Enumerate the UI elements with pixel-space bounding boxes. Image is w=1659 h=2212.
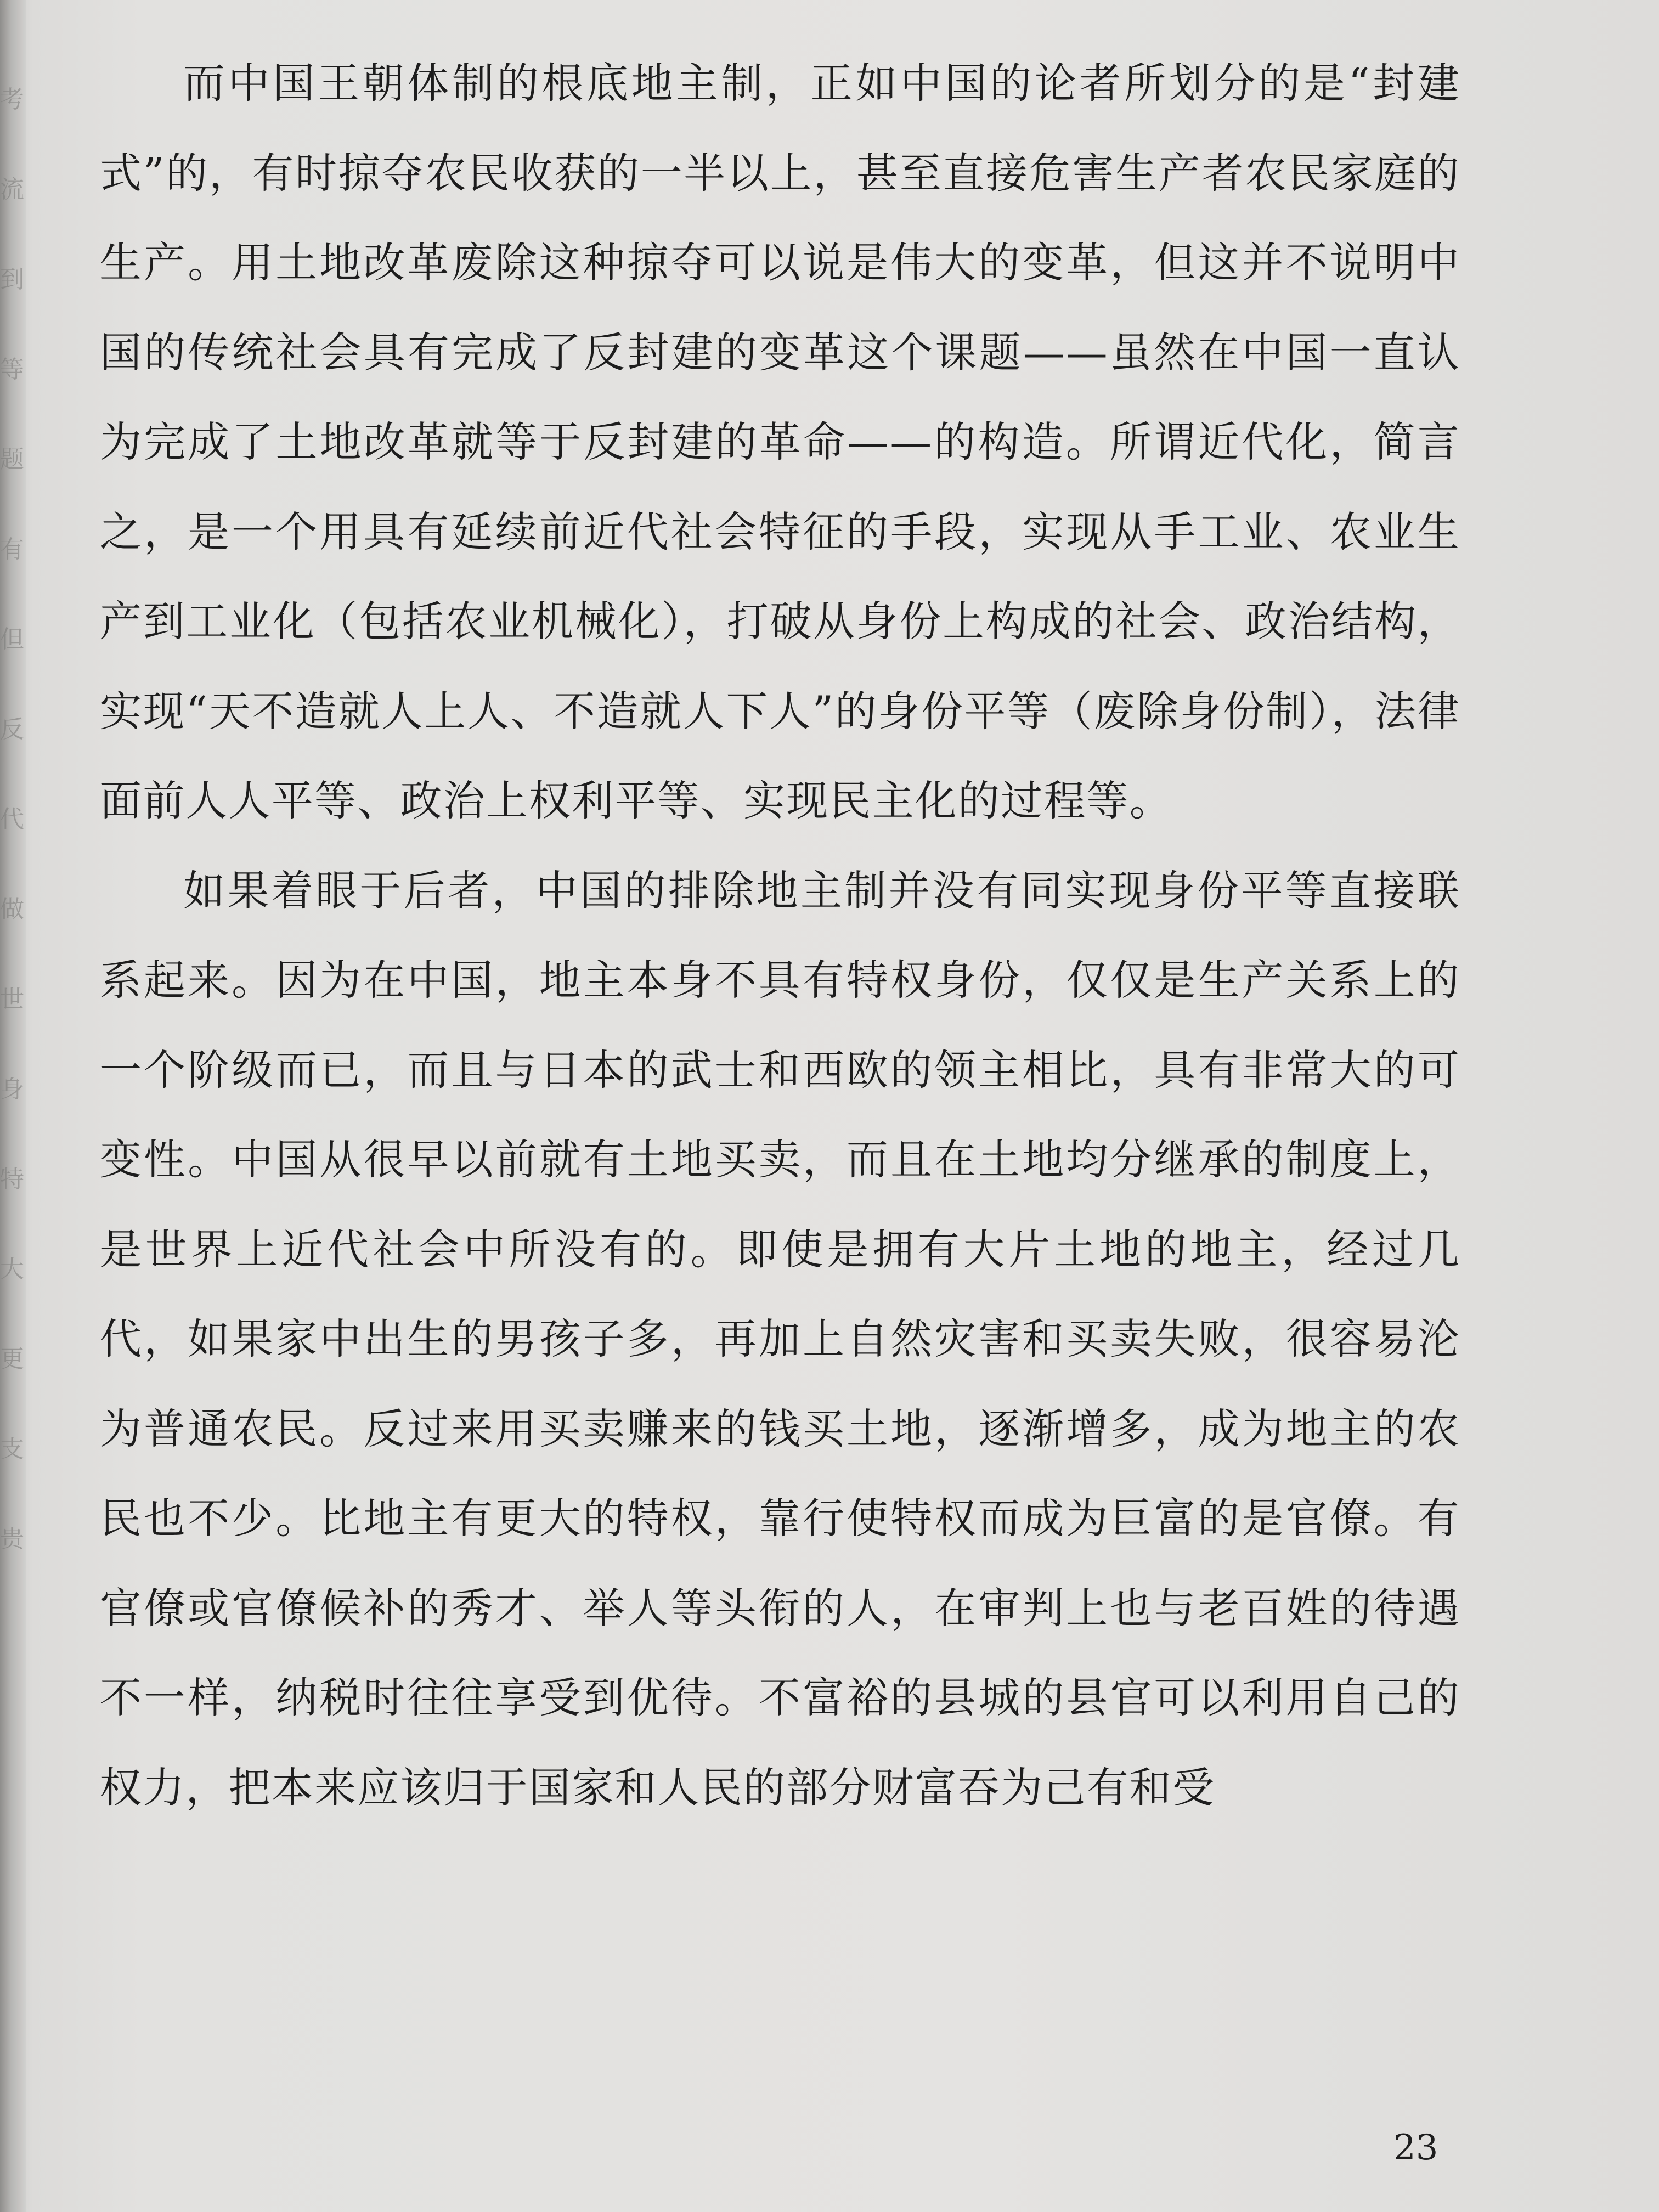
- prev-page-char: 特: [0, 1165, 24, 1193]
- prev-page-char: 代: [0, 805, 24, 833]
- prev-page-char: 大: [0, 1255, 24, 1283]
- prev-page-char: 等: [0, 356, 24, 383]
- prev-page-char: 流: [0, 176, 24, 204]
- prev-page-char: 世: [0, 985, 24, 1013]
- prev-page-char: 但: [0, 625, 24, 653]
- prev-page-char: 题: [0, 445, 24, 473]
- prev-page-char: 有: [0, 535, 24, 563]
- prev-page-char: 支: [0, 1435, 24, 1463]
- prev-page-char: 考: [0, 86, 24, 114]
- previous-page-edge: [0, 55, 24, 1810]
- page-number: 23: [1393, 2128, 1438, 2168]
- prev-page-char: 到: [0, 266, 24, 294]
- prev-page-char: 做: [0, 895, 24, 923]
- prev-page-char: 贵: [0, 1525, 24, 1553]
- paragraph: 如果着眼于后者，中国的排除地主制并没有同实现身份平等直接联系起来。因为在中国，地主本身不具有特权身份，仅仅是生产关系上的一个阶级而已，而且与日本的武士和西欧的领主相比，具有非常大的可变性。中国从很早以前就有土地买卖，而且在土地均分继承的制度上，是世界上近代社会中所没有的。即使是拥有大片土地的地主，经过几代，如果家中出生的男孩子多，再加上自然灾害和买卖失败，很容易沦为普通农民。反过来用买卖赚来的钱买土地，逐渐增多，成为地主的农民也不少。比地主有更大的特权，靠行使特权而成为巨富的是官僚。有官僚或官僚候补的秀才、举人等头衔的人，在审判上也与老百姓的待遇不一样，纳税时往往享受到优待。不富裕的县城的县官可以利用自己的权力，把本来应该归于国家和人民的部分财富吞为己有和受: [100, 866, 1460, 1812]
- prev-page-char: 反: [0, 715, 24, 743]
- prev-page-char: 更: [0, 1345, 24, 1373]
- prev-page-char: 身: [0, 1075, 24, 1103]
- body-text: [100, 38, 1460, 1832]
- paragraph: 而中国王朝体制的根底地主制，正如中国的论者所划分的是“封建式”的，有时掠夺农民收获的一半以上，甚至直接危害生产者农民家庭的生产。用土地改革废除这种掠夺可以说是伟大的变革，但这并不说明中国的传统社会具有完成了反封建的变革这个课题——虽然在中国一直认为完成了土地改革就等于反封建的革命——的构造。所谓近代化，简言之，是一个用具有延续前近代社会特征的手段，实现从手工业、农业生产到工业化（包括农业机械化），打破从身份上构成的社会、政治结构，实现“天不造就人上人、不造就人下人”的身份平等（废除身份制），法律面前人人平等、政治上权利平等、实现民主化的过程等。: [100, 59, 1460, 825]
